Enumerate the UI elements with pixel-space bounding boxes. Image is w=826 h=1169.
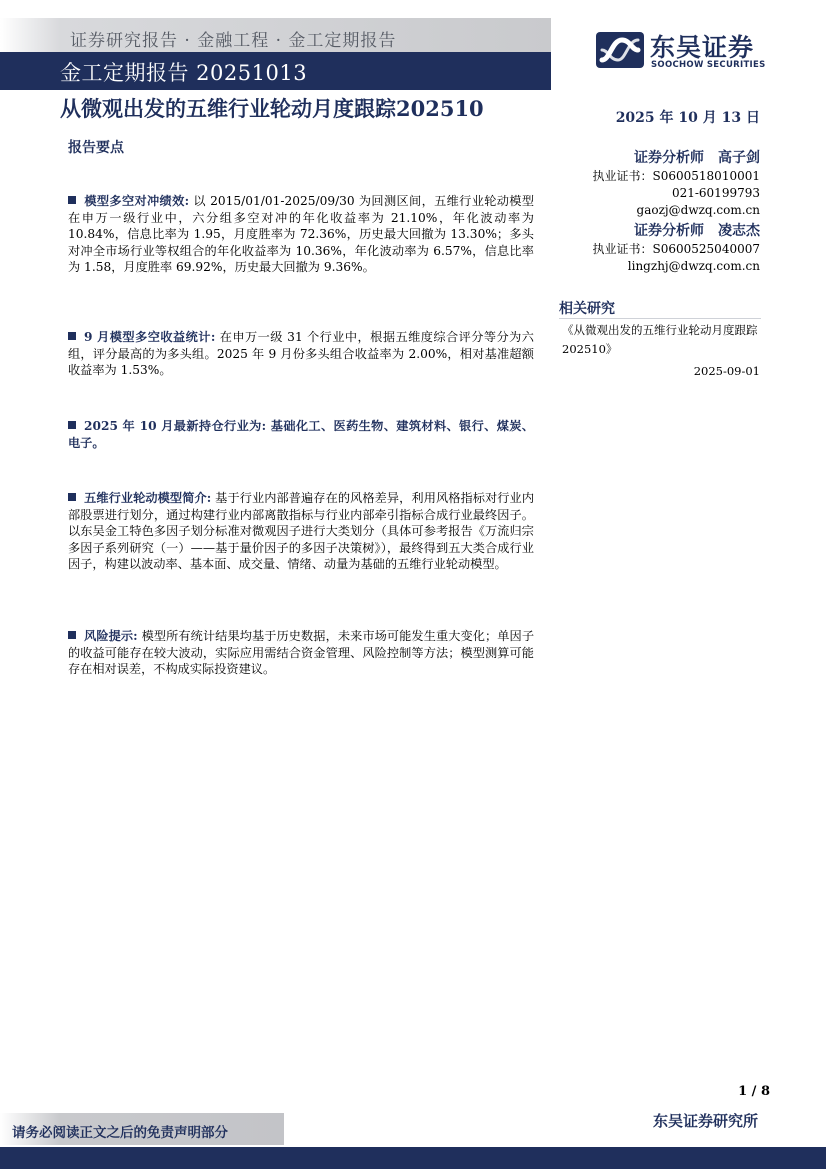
footer-disclaimer: 请务必阅读正文之后的免责声明部分 bbox=[12, 1125, 228, 1141]
analyst-title: 证券分析师 凌志杰 bbox=[634, 223, 760, 239]
bullet-text: 以 2015/01/01-2025/09/30 为回测区间，五维行业轮动模型在申万一级行业中，六分组多空对冲的年化收益率为 21.10%，年化波动率为 10.84%，信息比率为 1.95，月度胜率为 72.36%，历史最大回撤为 13.30%；多头对冲全市场行业等权组合的年化收益率为 10.36%，年化波动率为 6.57%，信息比率为 1.58，月度胜率 69.92%，历史最大回撤为 9.36%。 bbox=[68, 194, 535, 274]
related-research-label: 相关研究 bbox=[559, 301, 615, 317]
bullet-risk bbox=[68, 628, 534, 678]
analyst-block-2 bbox=[593, 221, 760, 275]
bullet-lead: 风险提示: bbox=[84, 629, 138, 643]
bullet-september-stats bbox=[68, 329, 534, 379]
analyst-title: 证券分析师 高子剑 bbox=[634, 150, 760, 166]
report-code: 金工定期报告 20251013 bbox=[60, 61, 308, 85]
analyst-license: 执业证书：S0600525040007 bbox=[592, 242, 760, 256]
page-title: 从微观出发的五维行业轮动月度跟踪202510 bbox=[60, 96, 484, 121]
bullet-text: 基于行业内部普遍存在的风格差异，利用风格指标对行业内部股票进行划分，通过构建行业内部离散指标与行业内部牵引指标合成行业最终因子。以东吴金工特色多因子划分标准对微观因子进行大类划分（具体可参考报告《万流归宗多因子系列研究（一）——基于量价因子的多因子决策树》），最终得到五大类合成行业因子，构建以波动率、基本面、成交量、情绪、动量为基础的五维行业轮动模型。 bbox=[68, 491, 535, 571]
analyst-phone: 021-60199793 bbox=[671, 186, 760, 200]
bullet-square-icon bbox=[68, 332, 76, 340]
bullet-lead: 五维行业轮动模型简介: bbox=[84, 491, 212, 505]
logo-name-en: SOOCHOW SECURITIES bbox=[651, 60, 766, 70]
bullet-square-icon bbox=[68, 631, 76, 639]
divider bbox=[559, 318, 761, 319]
footer-bar bbox=[0, 1147, 826, 1169]
analyst-email[interactable]: lingzhj@dwzq.com.cn bbox=[627, 259, 760, 273]
bullet-text: 模型所有统计结果均基于历史数据，未来市场可能发生重大变化；单因子的收益可能存在较大波动，实际应用需结合资金管理、风险控制等方法；模型测算可能存在相对误差，不构成实际投资建议。 bbox=[68, 629, 535, 676]
bullet-model-intro bbox=[68, 490, 534, 573]
breadcrumb: 证券研究报告 · 金融工程 · 金工定期报告 bbox=[70, 31, 397, 51]
analyst-block-1 bbox=[593, 148, 760, 219]
bullet-square-icon bbox=[68, 421, 76, 429]
bullet-text: 在申万一级 31 个行业中，根据五维度综合评分等分为六组，评分最高的为多头组。2025 年 9 月份多头组合收益率为 2.00%，相对基准超额收益率为 1.53%。 bbox=[68, 330, 534, 377]
bullet-lead: 2025 年 10 月最新持仓行业为: 基础化工、医药生物、建筑材料、银行、煤炭、电子。 bbox=[68, 419, 534, 450]
report-date: 2025 年 10 月 13 日 bbox=[615, 110, 760, 126]
bullet-lead: 9 月模型多空收益统计: bbox=[84, 330, 216, 344]
bullet-square-icon bbox=[68, 196, 76, 204]
related-research-link[interactable]: 《从微观出发的五维行业轮动月度跟踪 202510》 bbox=[562, 323, 758, 356]
bullet-performance bbox=[68, 193, 534, 276]
bullet-holdings bbox=[68, 418, 534, 451]
bullet-lead: 模型多空对冲绩效: bbox=[84, 194, 190, 208]
soochow-logo-icon bbox=[596, 32, 644, 68]
bullet-square-icon bbox=[68, 493, 76, 501]
logo-name-cn: 东吴证券 bbox=[650, 33, 755, 62]
related-research-date: 2025-09-01 bbox=[693, 364, 760, 378]
analyst-license: 执业证书：S0600518010001 bbox=[592, 169, 760, 183]
analyst-email[interactable]: gaozj@dwzq.com.cn bbox=[636, 203, 760, 217]
section-label: 报告要点 bbox=[68, 140, 124, 156]
page-number: 1 / 8 bbox=[738, 1084, 770, 1099]
footer-org: 东吴证券研究所 bbox=[652, 1112, 758, 1130]
